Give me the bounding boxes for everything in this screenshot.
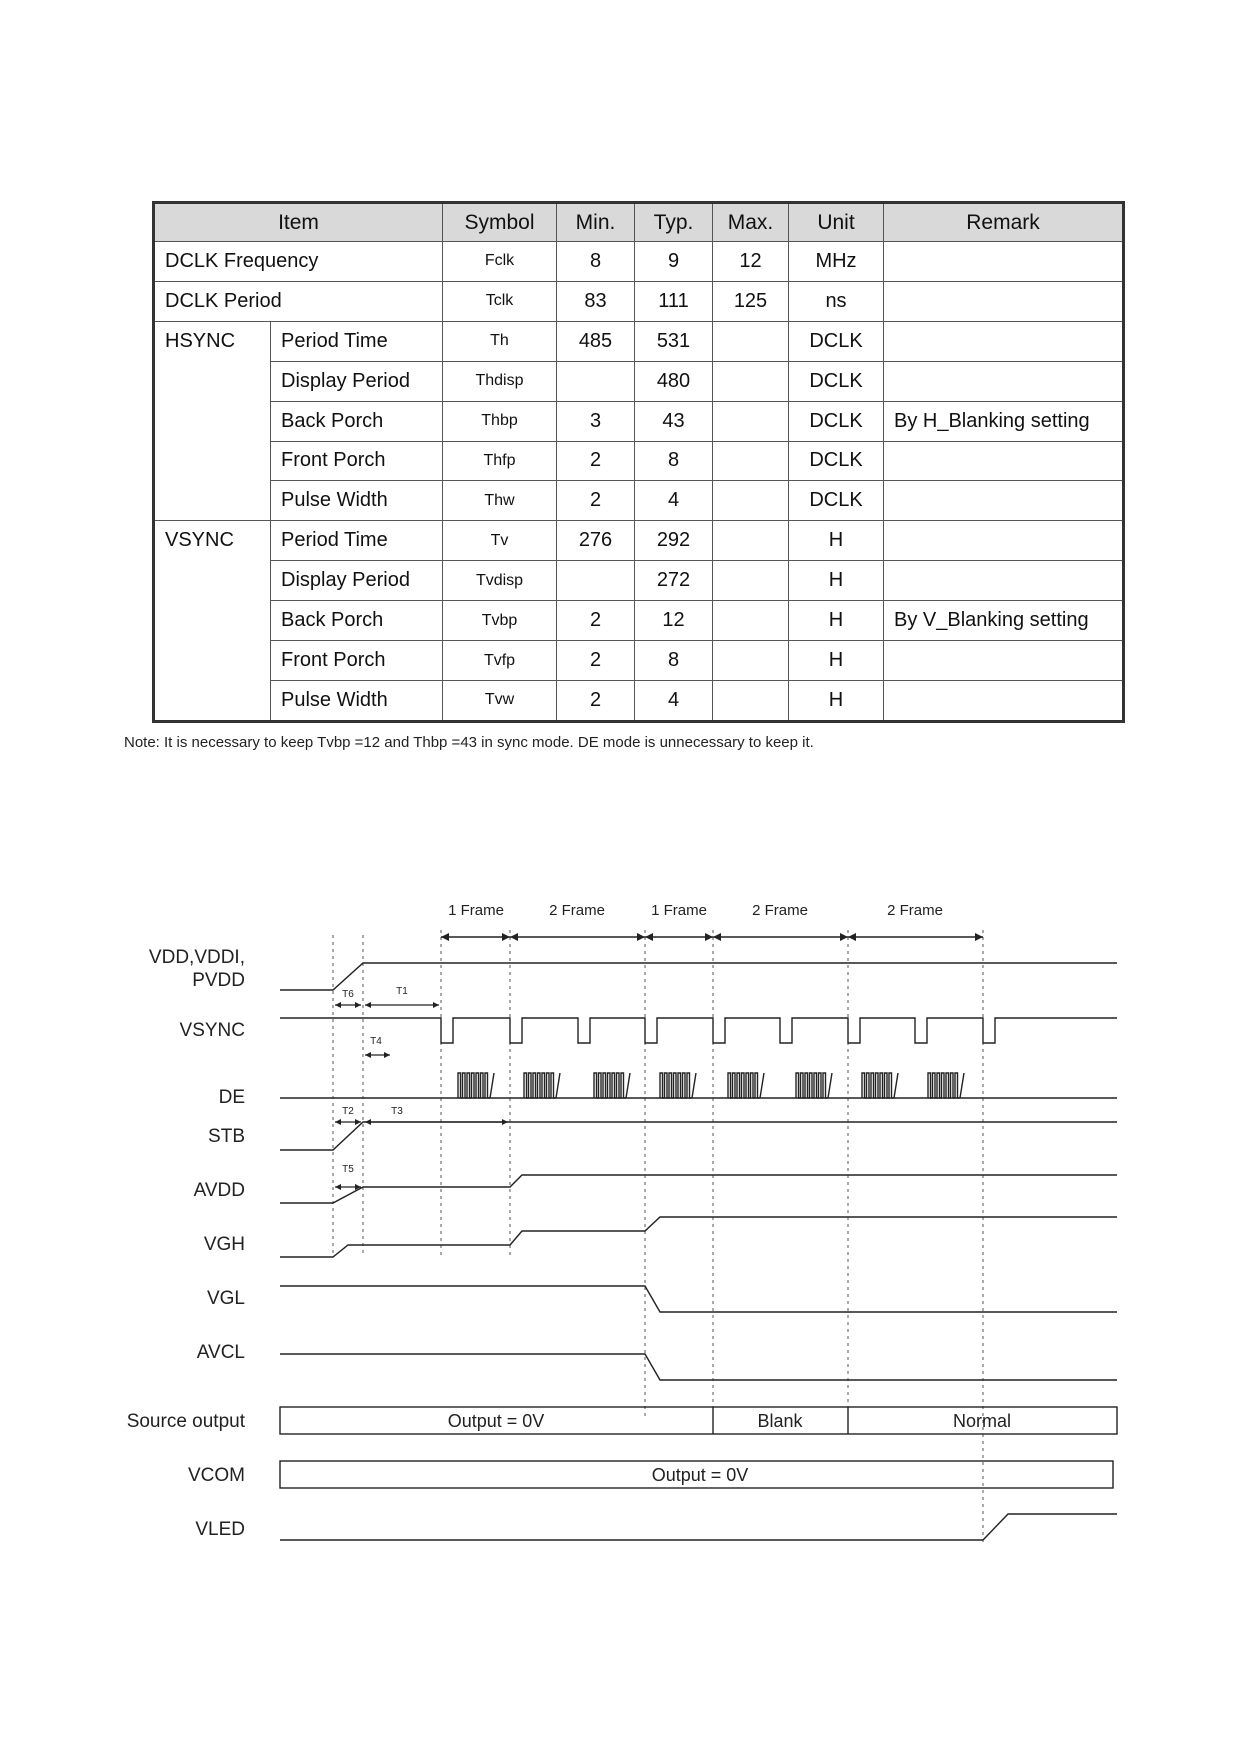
- cell-symbol: Th: [443, 321, 557, 361]
- cell-item: Pulse Width: [271, 680, 443, 721]
- cell-symbol: Thw: [443, 481, 557, 521]
- cell-typ: 8: [635, 641, 713, 681]
- vcom-off-label: Output = 0V: [651, 1465, 749, 1485]
- frame-label-3: 1 Frame: [651, 902, 707, 919]
- header-max: Max.: [713, 203, 789, 242]
- cell-min: 3: [557, 401, 635, 441]
- timing-label-t3: T3: [391, 1106, 403, 1117]
- frame-label-4: 2 Frame: [752, 902, 808, 919]
- signal-label-de: DE: [218, 1087, 245, 1108]
- timing-label-t6: T6: [342, 989, 354, 1000]
- cell-remark: By V_Blanking setting: [884, 601, 1124, 641]
- table-note: Note: It is necessary to keep Tvbp =12 and Thbp =43 in sync mode. DE mode is unnecessary to keep it.: [124, 734, 814, 751]
- frame-label-5: 2 Frame: [887, 902, 943, 919]
- de-data-burst: [594, 1073, 630, 1098]
- cell-min: 2: [557, 641, 635, 681]
- cell-item: Period Time: [271, 321, 443, 361]
- frame-label-2: 2 Frame: [549, 902, 605, 919]
- cell-unit: DCLK: [789, 481, 884, 521]
- cell-min: 2: [557, 680, 635, 721]
- cell-symbol: Tv: [443, 521, 557, 561]
- header-min: Min.: [557, 203, 635, 242]
- cell-typ: 480: [635, 361, 713, 401]
- signal-label-vgl: VGL: [206, 1288, 245, 1309]
- cell-symbol: Thfp: [443, 441, 557, 481]
- source-output-off-label: Output = 0V: [447, 1411, 545, 1431]
- de-data-burst: [458, 1073, 494, 1098]
- cell-item: DCLK Frequency: [154, 242, 443, 282]
- cell-item: DCLK Period: [154, 281, 443, 321]
- cell-symbol: Thbp: [443, 401, 557, 441]
- frame-label-1: 1 Frame: [448, 902, 504, 919]
- cell-unit: DCLK: [789, 361, 884, 401]
- source-output-blank-label: Blank: [757, 1411, 803, 1431]
- vgl-waveform: [280, 1286, 1117, 1312]
- header-symbol: Symbol: [443, 203, 557, 242]
- cell-typ: 531: [635, 321, 713, 361]
- cell-unit: DCLK: [789, 321, 884, 361]
- cell-group: VSYNC: [154, 521, 271, 722]
- cell-typ: 292: [635, 521, 713, 561]
- cell-min: 2: [557, 441, 635, 481]
- cell-typ: 9: [635, 242, 713, 282]
- cell-item: Back Porch: [271, 601, 443, 641]
- cell-symbol: Tvdisp: [443, 561, 557, 601]
- cell-item: Display Period: [271, 561, 443, 601]
- cell-unit: H: [789, 601, 884, 641]
- cell-min: 485: [557, 321, 635, 361]
- cell-item: Back Porch: [271, 401, 443, 441]
- vled-waveform: [280, 1514, 1117, 1540]
- cell-min: 276: [557, 521, 635, 561]
- cell-symbol: Thdisp: [443, 361, 557, 401]
- cell-unit: ns: [789, 281, 884, 321]
- signal-label-stb: STB: [208, 1126, 245, 1147]
- cell-min: 2: [557, 601, 635, 641]
- header-item: Item: [154, 203, 443, 242]
- cell-unit: H: [789, 521, 884, 561]
- signal-label-source-output: Source output: [126, 1411, 245, 1432]
- avcl-waveform: [280, 1354, 1117, 1380]
- de-data-burst: [660, 1073, 696, 1098]
- cell-unit: DCLK: [789, 441, 884, 481]
- cell-group: HSYNC: [154, 321, 271, 521]
- cell-unit: DCLK: [789, 401, 884, 441]
- cell-item: Pulse Width: [271, 481, 443, 521]
- header-typ: Typ.: [635, 203, 713, 242]
- cell-item: Front Porch: [271, 441, 443, 481]
- cell-symbol: Fclk: [443, 242, 557, 282]
- cell-typ: 12: [635, 601, 713, 641]
- timing-label-t1: T1: [396, 986, 408, 997]
- signal-label-vdd-line1: VDD,VDDI,: [148, 947, 245, 968]
- cell-typ: 111: [635, 281, 713, 321]
- header-remark: Remark: [884, 203, 1124, 242]
- cell-symbol: Tvw: [443, 680, 557, 721]
- signal-label-vdd-line2: PVDD: [192, 970, 245, 991]
- cell-typ: 8: [635, 441, 713, 481]
- cell-item: Period Time: [271, 521, 443, 561]
- cell-symbol: Tvbp: [443, 601, 557, 641]
- cell-min: 2: [557, 481, 635, 521]
- header-unit: Unit: [789, 203, 884, 242]
- de-burst-group: [458, 1073, 964, 1098]
- cell-item: Display Period: [271, 361, 443, 401]
- cell-typ: 4: [635, 481, 713, 521]
- de-data-burst: [928, 1073, 964, 1098]
- cell-min: 8: [557, 242, 635, 282]
- timing-label-t2: T2: [342, 1106, 354, 1117]
- cell-max: 12: [713, 242, 789, 282]
- cell-unit: H: [789, 641, 884, 681]
- stb-waveform: [280, 1122, 1117, 1150]
- cell-typ: 4: [635, 680, 713, 721]
- signal-label-vgh: VGH: [203, 1234, 245, 1255]
- cell-item: Front Porch: [271, 641, 443, 681]
- signal-label-vsync: VSYNC: [179, 1020, 245, 1041]
- cell-unit: H: [789, 680, 884, 721]
- avdd-waveform: [280, 1175, 1117, 1203]
- source-output-normal-label: Normal: [952, 1411, 1012, 1431]
- cell-unit: H: [789, 561, 884, 601]
- signal-label-avdd: AVDD: [193, 1180, 245, 1201]
- cell-max: 125: [713, 281, 789, 321]
- signal-label-vcom: VCOM: [188, 1465, 245, 1486]
- cell-unit: MHz: [789, 242, 884, 282]
- signal-label-vled: VLED: [195, 1519, 245, 1540]
- de-data-burst: [796, 1073, 832, 1098]
- timing-label-t5: T5: [342, 1164, 354, 1175]
- cell-min: 83: [557, 281, 635, 321]
- timing-label-t4: T4: [370, 1036, 382, 1047]
- de-data-burst: [728, 1073, 764, 1098]
- cell-symbol: Tvfp: [443, 641, 557, 681]
- cell-remark: By H_Blanking setting: [884, 401, 1124, 441]
- signal-label-avcl: AVCL: [196, 1342, 245, 1363]
- vsync-waveform: [280, 1018, 1117, 1043]
- cell-typ: 272: [635, 561, 713, 601]
- vgh-waveform: [280, 1217, 1117, 1257]
- de-data-burst: [862, 1073, 898, 1098]
- de-data-burst: [524, 1073, 560, 1098]
- cell-symbol: Tclk: [443, 281, 557, 321]
- cell-typ: 43: [635, 401, 713, 441]
